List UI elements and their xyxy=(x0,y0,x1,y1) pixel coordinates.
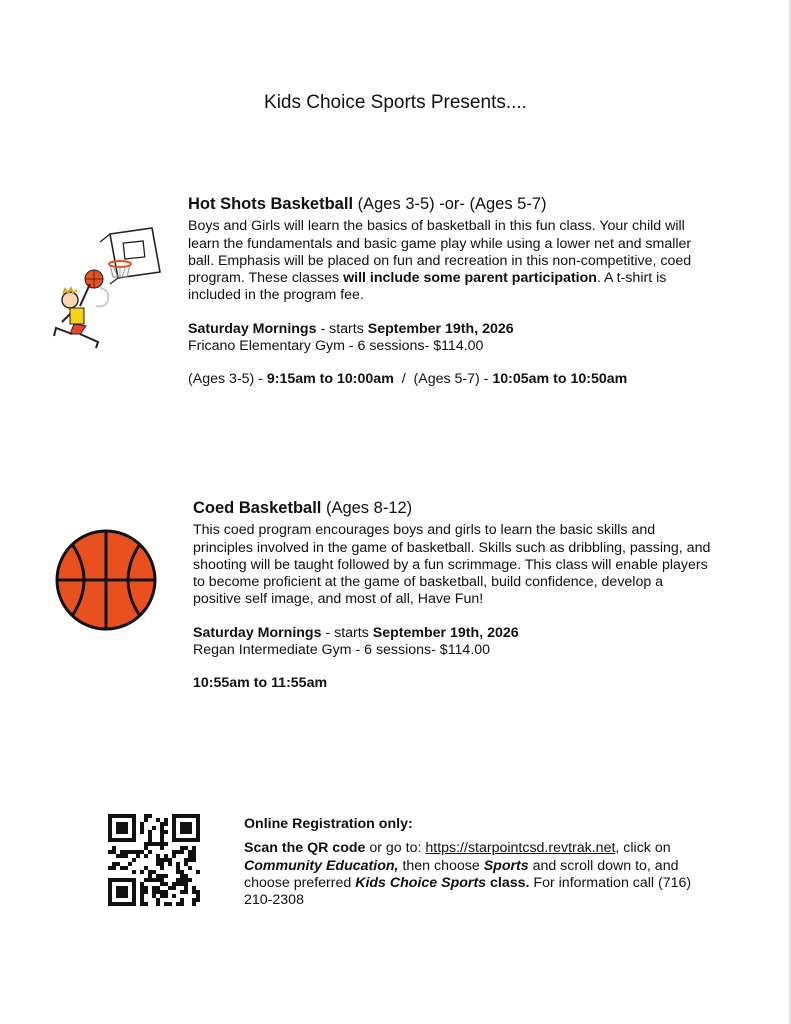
kcs-text: Kids Choice Sports xyxy=(355,874,487,891)
then-choose: then choose xyxy=(398,857,484,874)
hotshots-section xyxy=(188,196,708,389)
registration-section xyxy=(244,816,714,909)
community-education: Community Education, xyxy=(244,857,399,874)
after-url: , click on xyxy=(615,840,671,857)
period-text: . xyxy=(525,874,530,891)
hotshots-starts: - starts xyxy=(316,320,368,337)
hotshots-schedule xyxy=(188,321,708,338)
basketball-icon xyxy=(52,526,160,634)
registration-heading: Online Registration only: xyxy=(244,816,413,832)
info-text: For information call (716) 210-2308 xyxy=(244,874,692,909)
coed-name: Coed Basketball xyxy=(193,499,322,517)
coed-day: Saturday Mornings xyxy=(193,624,322,641)
basketball-kid-hoop-icon xyxy=(40,222,190,352)
hotshots-times xyxy=(188,371,708,388)
scan-text: or go to: xyxy=(365,840,426,857)
time-sep: / (Ages 5-7) - xyxy=(393,371,493,388)
hotshots-day: Saturday Mornings xyxy=(188,320,317,337)
coed-start-date: September 19th, 2026 xyxy=(372,624,519,641)
registration-text xyxy=(244,840,714,909)
time-b: 10:05am to 10:50am xyxy=(492,371,628,388)
class-text: class xyxy=(486,874,526,891)
time-a-label: (Ages 3-5) - xyxy=(188,371,267,388)
time-a: 9:15am to 10:00am xyxy=(266,371,394,388)
hotshots-desc-b: . A t-shirt is included in the program fee. xyxy=(188,270,667,304)
hotshots-name: Hot Shots Basketball xyxy=(188,195,354,213)
coed-heading xyxy=(193,500,713,517)
sports-text: Sports xyxy=(483,857,529,874)
qr-code[interactable] xyxy=(108,814,200,906)
flyer-title: Kids Choice Sports Presents.... xyxy=(264,92,527,113)
coed-time-value: 10:55am to 11:55am xyxy=(193,675,328,692)
hotshots-desc-a: Boys and Girls will learn the basics of basketball in this fun class. Your child will learn the fundamentals and basic game play while using a lower net and smaller ball. Emphasis will be placed on fun and recreation in this non-competitive, coed program. These classes xyxy=(188,218,692,287)
coed-starts: - starts xyxy=(321,624,373,641)
coed-time xyxy=(193,675,713,692)
registration-link[interactable]: https://starpointcsd.revtrak.net xyxy=(425,840,616,857)
scan-qr-bold: Scan the QR code xyxy=(244,840,366,857)
coed-section xyxy=(193,500,713,693)
hotshots-heading xyxy=(188,196,708,213)
coed-description: This coed program encourages boys and girls to learn the basic skills and principles involved in the game of basketball. Skills such as dribbling, passing, and shooting will be taught followed by a fun scrimmage. This class will enable players to become proficient at the game of basketball, build confidence, develop a positive self image, and most of all, Have Fun! xyxy=(193,522,711,608)
hotshots-start-date: September 19th, 2026 xyxy=(367,320,514,337)
coed-location: Regan Intermediate Gym - 6 sessions- $114.00 xyxy=(193,642,491,659)
hotshots-location: Fricano Elementary Gym - 6 sessions- $114.00 xyxy=(188,338,484,355)
hotshots-description xyxy=(188,218,708,304)
coed-schedule xyxy=(193,625,713,642)
hotshots-ages: (Ages 3-5) -or- (Ages 5-7) xyxy=(353,195,547,213)
coed-ages: (Ages 8-12) xyxy=(321,499,413,517)
scroll-text: and scroll down to, and choose preferred xyxy=(244,857,679,891)
hotshots-desc-bold: will include some parent participation xyxy=(343,270,597,287)
